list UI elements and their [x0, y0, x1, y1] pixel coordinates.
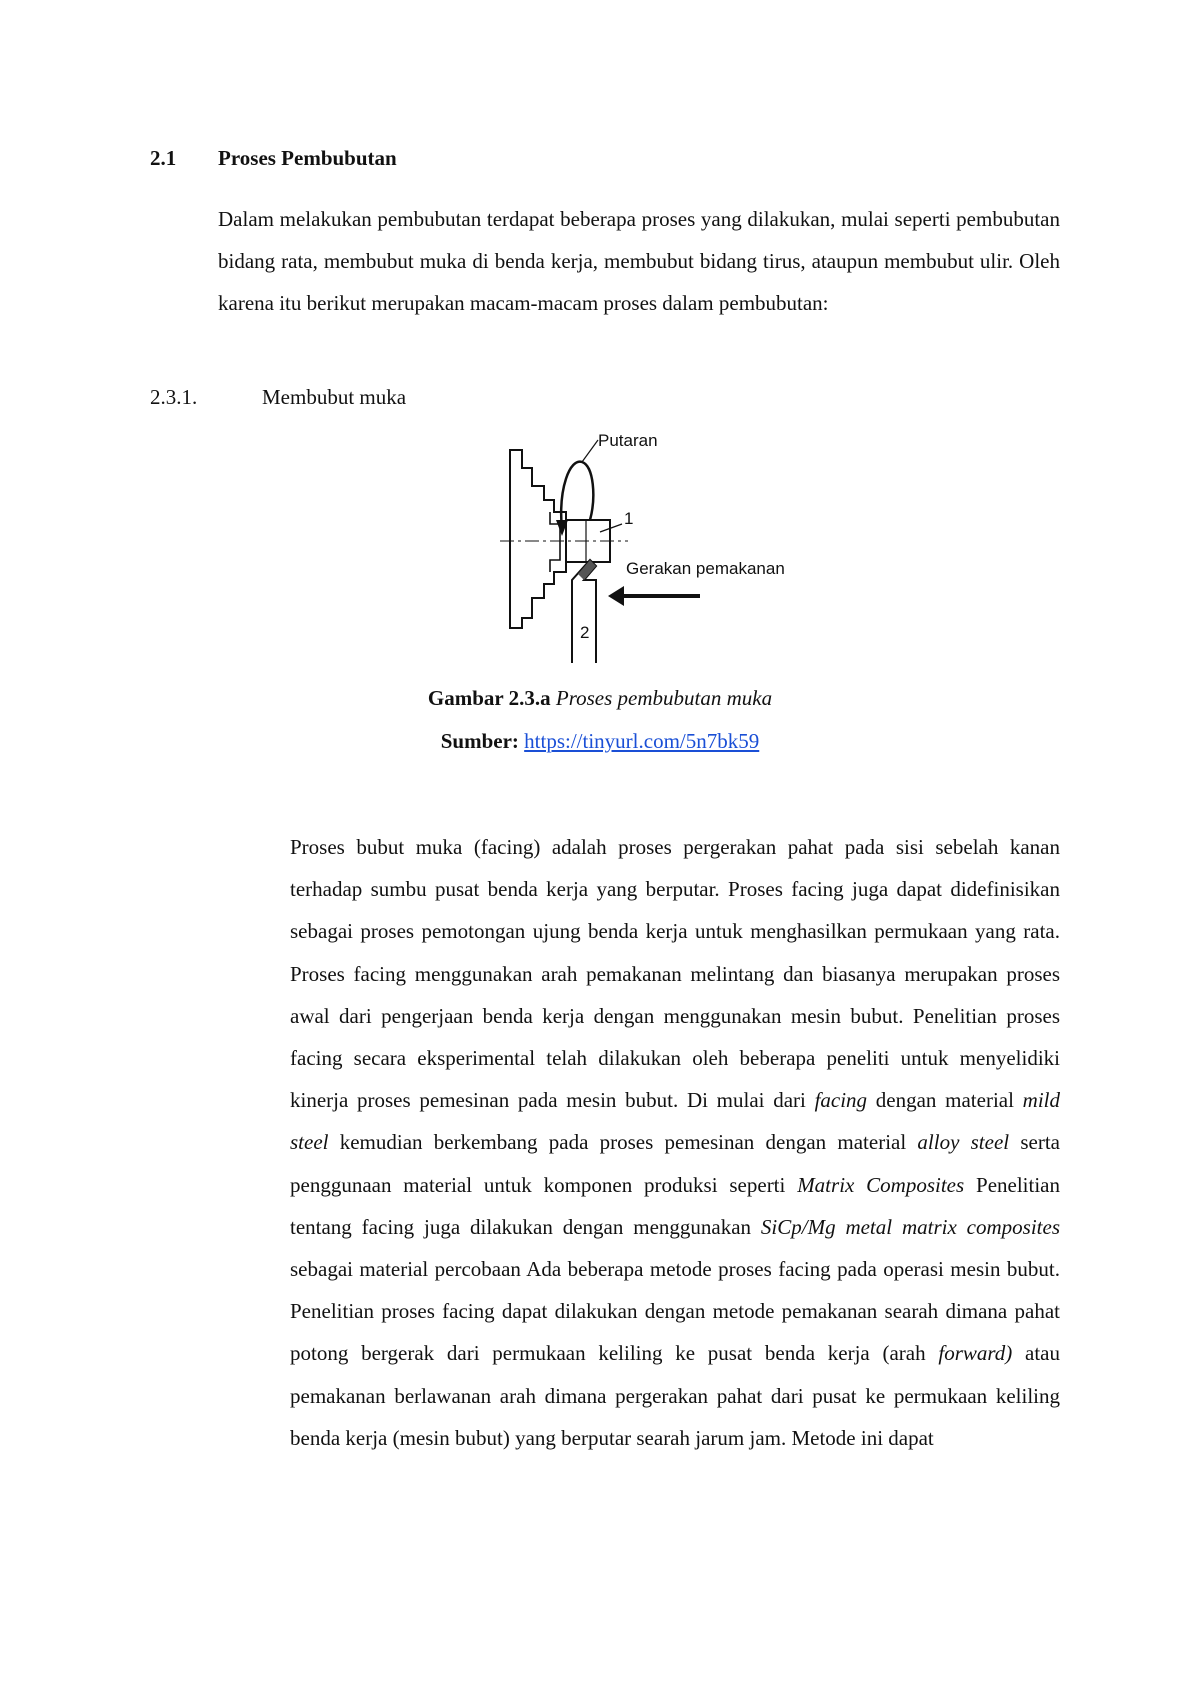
section-number: 2.1	[150, 146, 177, 170]
body-text: atau pemakanan berlawanan arah dimana pergerakan pahat dari pusat ke permukaan keliling benda kerja (mesin bubut) yang berputar searah jarum jam. Metode ini dapat	[290, 1341, 1061, 1450]
caption-label: Gambar 2.3.a	[427, 686, 551, 710]
italic-term: alloy steel	[917, 1130, 1010, 1155]
part-1-label: 1	[624, 509, 634, 528]
source-link[interactable]: https://tinyurl.com/5n7bk59	[524, 729, 760, 753]
chuck-body	[510, 450, 566, 628]
feed-label: Gerakan pemakanan	[626, 559, 785, 578]
italic-term: forward)	[938, 1341, 1013, 1366]
source-label: Sumber:	[440, 729, 519, 753]
subsection-number: 2.3.1.	[150, 385, 198, 409]
figure-source	[0, 729, 1200, 754]
rotation-label: Putaran	[598, 431, 658, 450]
italic-term: facing	[814, 1088, 868, 1113]
body-text: kemudian berkembang pada proses pemesinan dengan material	[328, 1130, 918, 1155]
facing-diagram	[500, 428, 790, 663]
section-heading	[150, 146, 397, 171]
subsection-heading	[150, 385, 406, 410]
italic-term: Matrix Composites	[797, 1172, 965, 1197]
part-2-label: 2	[580, 623, 590, 642]
body-paragraph	[290, 826, 1060, 1459]
subsection-title: Membubut muka	[262, 385, 407, 409]
figure-caption	[0, 686, 1200, 711]
body-text: sebagai material percobaan Ada beberapa metode proses facing pada operasi mesin bubut. Penelitian proses facing dapat dilakukan dengan metode pemakanan searah dimana pahat potong bergerak dari permukaan keliling ke pusat benda kerja (arah	[290, 1257, 1060, 1366]
italic-term: mild steel	[290, 1088, 1060, 1155]
italic-term: SiCp/Mg metal matrix composites	[760, 1214, 1060, 1239]
body-text: Penelitian tentang facing juga dilakukan dengan menggunakan	[290, 1172, 1060, 1239]
body-text: dengan material	[867, 1088, 1023, 1113]
intro-paragraph: Dalam melakukan pembubutan terdapat beberapa proses yang dilakukan, mulai seperti pembubutan bidang rata, membubut muka di benda kerja, membubut bidang tirus, ataupun membubut ulir. Oleh karena itu berikut merupakan macam-macam proses dalam pembubutan:	[218, 207, 1060, 315]
body-text: serta penggunaan material untuk komponen produksi seperti	[290, 1130, 1060, 1197]
body-text: Proses bubut muka (facing) adalah proses pergerakan pahat pada sisi sebelah kanan terhadap sumbu pusat benda kerja yang berputar. Proses facing juga dapat didefinisikan sebagai proses pemotongan ujung benda kerja untuk menghasilkan permukaan yang rata. Proses facing menggunakan arah pemakanan melintang dan biasanya merupakan proses awal dari pengerjaan benda kerja dengan menggunakan mesin bubut. Penelitian proses facing secara eksperimental telah dilakukan oleh beberapa peneliti untuk menyelidiki kinerja proses pemesinan pada mesin bubut. Di mulai dari	[290, 835, 1060, 1113]
section-title: Proses Pembubutan	[218, 146, 397, 170]
caption-text: Proses pembubutan muka	[555, 686, 773, 710]
